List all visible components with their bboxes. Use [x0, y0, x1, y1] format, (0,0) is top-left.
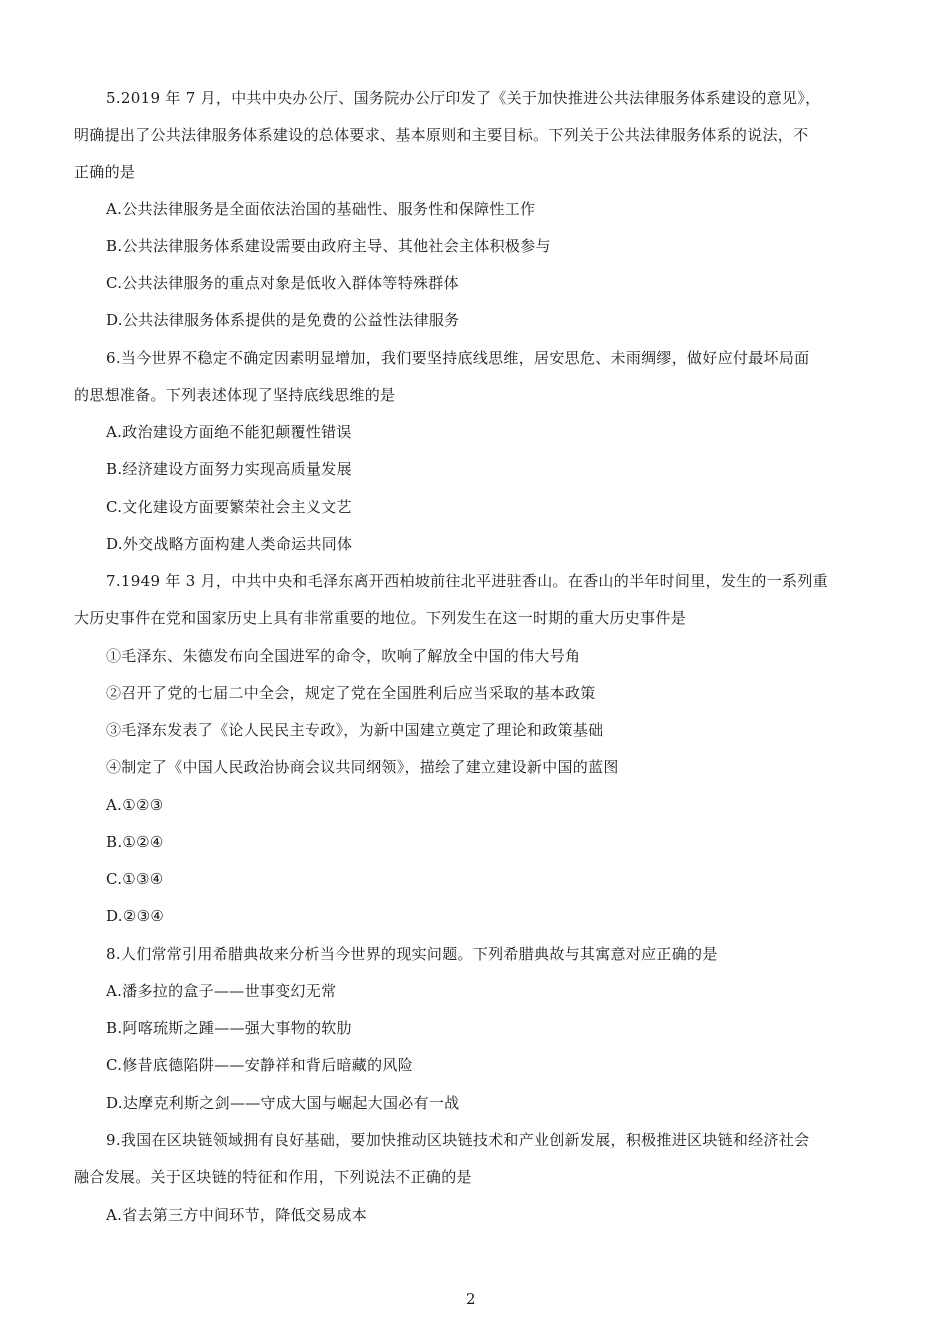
- q9-stem-line-1: 9.我国在区块链领域拥有良好基础，要加快推动区块链技术和产业创新发展，积极推进区块链和经济社会: [106, 1131, 810, 1149]
- q5-option-a: A.公共法律服务是全面依法治国的基础性、服务性和保障性工作: [106, 200, 536, 218]
- q7-option-a: A.①②③: [106, 796, 164, 814]
- q7-statement-2: ②召开了党的七届二中全会，规定了党在全国胜利后应当采取的基本政策: [106, 684, 596, 702]
- q5-option-b: B.公共法律服务体系建设需要由政府主导、其他社会主体积极参与: [106, 237, 551, 255]
- q8-option-a: A.潘多拉的盒子——世事变幻无常: [106, 982, 337, 1000]
- q7-stem-line-1: 7.1949 年 3 月，中共中央和毛泽东离开西柏坡前往北平进驻香山。在香山的半年时间里，发生的一系列重: [106, 572, 828, 590]
- q5-stem-line-3: 正确的是: [74, 163, 136, 181]
- page-number: 2: [466, 1290, 476, 1308]
- q8-option-b: B.阿喀琉斯之踵——强大事物的软肋: [106, 1019, 352, 1037]
- q7-option-b: B.①②④: [106, 833, 164, 851]
- q5-stem-line-1: 5.2019 年 7 月，中共中央办公厅、国务院办公厅印发了《关于加快推进公共法律服务体系建设的意见》，: [106, 89, 821, 107]
- q6-option-c: C.文化建设方面要繁荣社会主义文艺: [106, 498, 352, 516]
- q9-option-a: A.省去第三方中间环节，降低交易成本: [106, 1206, 368, 1224]
- q7-statement-4: ④制定了《中国人民政治协商会议共同纲领》，描绘了建立建设新中国的蓝图: [106, 758, 619, 776]
- q9-stem-line-2: 融合发展。关于区块链的特征和作用，下列说法不正确的是: [74, 1168, 472, 1186]
- q6-option-d: D.外交战略方面构建人类命运共同体: [106, 535, 353, 553]
- q6-option-b: B.经济建设方面努力实现高质量发展: [106, 460, 352, 478]
- q8-option-c: C.修昔底德陷阱——安静祥和背后暗藏的风险: [106, 1056, 414, 1074]
- q8-stem: 8.人们常常引用希腊典故来分析当今世界的现实问题。下列希腊典故与其寓意对应正确的是: [106, 945, 718, 963]
- q7-option-c: C.①③④: [106, 870, 164, 888]
- q5-option-c: C.公共法律服务的重点对象是低收入群体等特殊群体: [106, 274, 459, 292]
- q7-statement-3: ③毛泽东发表了《论人民民主专政》，为新中国建立奠定了理论和政策基础: [106, 721, 604, 739]
- q6-stem-line-1: 6.当今世界不稳定不确定因素明显增加，我们要坚持底线思维，居安思危、未雨绸缪，做好应付最坏局面: [106, 349, 810, 367]
- q7-stem-line-2: 大历史事件在党和国家历史上具有非常重要的地位。下列发生在这一时期的重大历史事件是: [74, 609, 687, 627]
- q6-option-a: A.政治建设方面绝不能犯颠覆性错误: [106, 423, 352, 441]
- q5-option-d: D.公共法律服务体系提供的是免费的公益性法律服务: [106, 311, 460, 329]
- q7-option-d: D.②③④: [106, 907, 165, 925]
- q6-stem-line-2: 的思想准备。下列表述体现了坚持底线思维的是: [74, 386, 396, 404]
- q5-stem-line-2: 明确提出了公共法律服务体系建设的总体要求、基本原则和主要目标。下列关于公共法律服务体系的说法，不: [74, 126, 809, 144]
- q8-option-d: D.达摩克利斯之剑——守成大国与崛起大国必有一战: [106, 1094, 460, 1112]
- q7-statement-1: ①毛泽东、朱德发布向全国进军的命令，吹响了解放全中国的伟大号角: [106, 647, 581, 665]
